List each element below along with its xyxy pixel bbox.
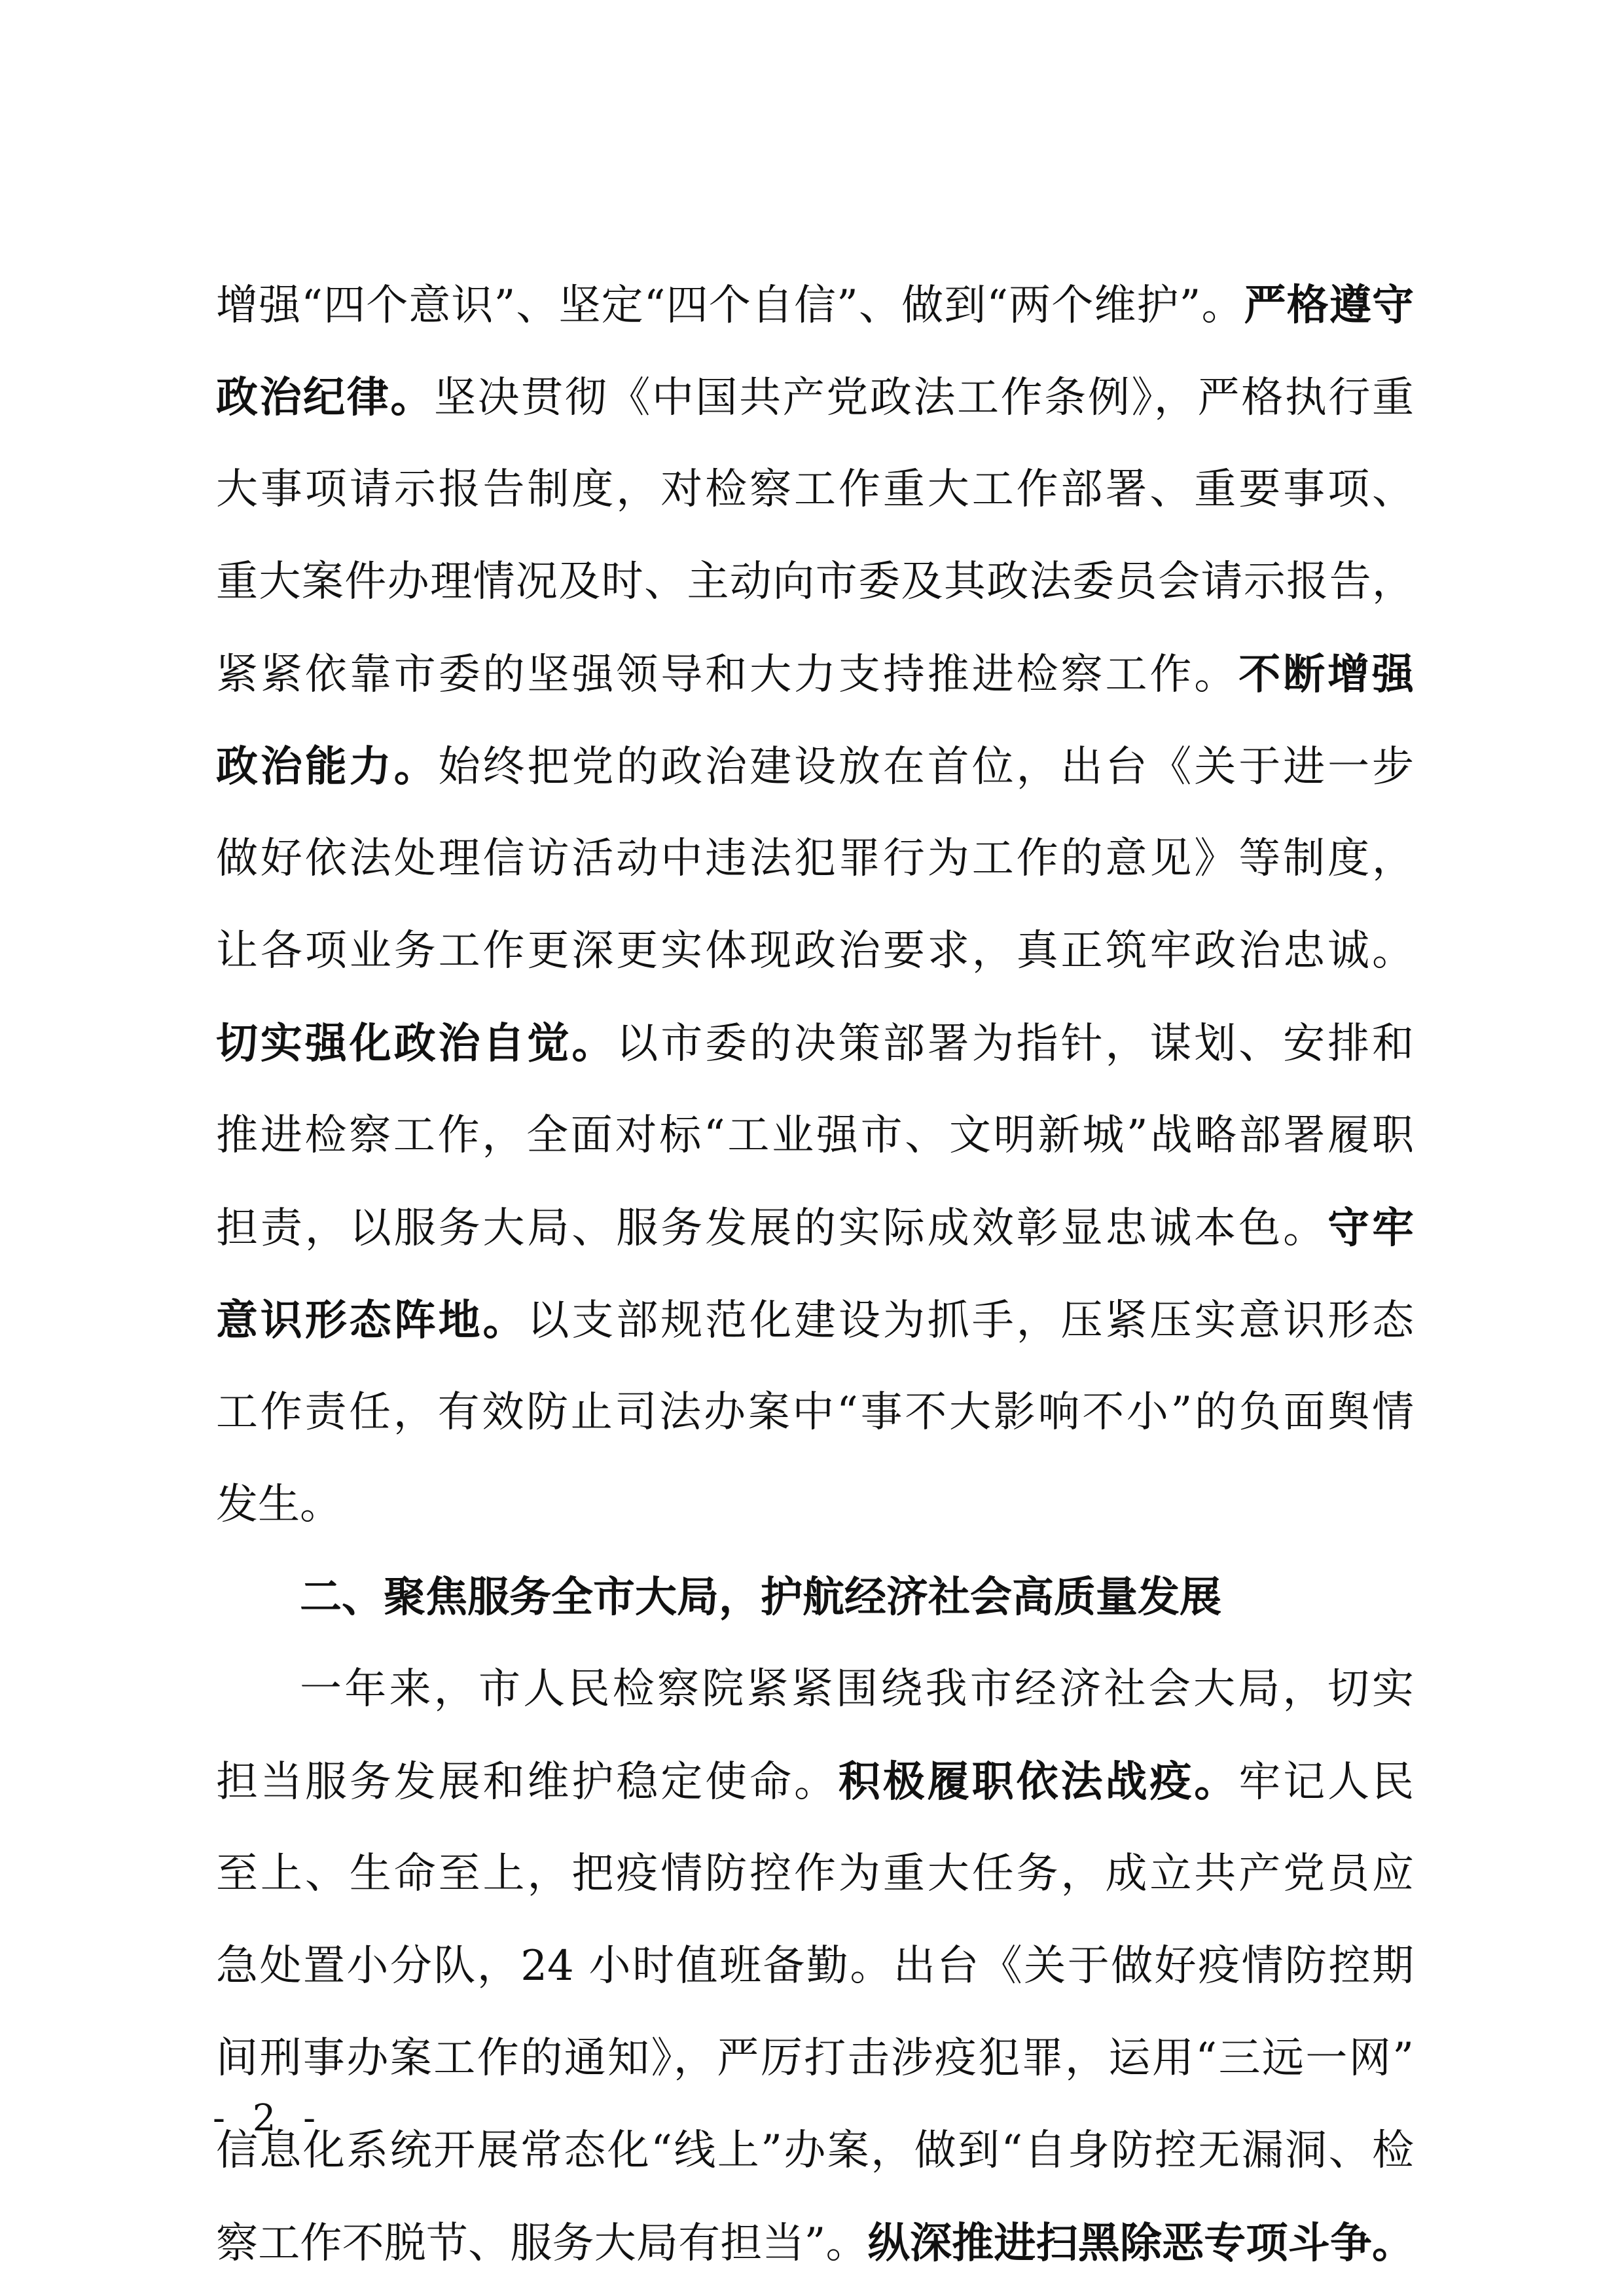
body-text (216, 259, 1414, 2289)
paragraph-line: 增强“四个意识”、坚定“四个自信”、做到“两个维护”。严格遵守 (216, 281, 1414, 330)
paragraph-line: 让各项业务工作更深更实体现政治要求，真正筑牢政治忠诚。 (216, 927, 1414, 975)
paragraph-line: 至上、生命至上，把疫情防控作为重大任务，成立共产党员应 (216, 1850, 1414, 1898)
bold-phrase: 政治能力。 (216, 742, 439, 791)
paragraph-line: 发生。 (216, 1480, 342, 1529)
paragraph-line: 紧紧依靠市委的坚强领导和大力支持推进检察工作。不断增强 (216, 650, 1414, 699)
section-heading: 二、聚焦服务全市大局，护航经济社会高质量发展 (300, 1573, 1221, 1622)
bold-phrase: 不断增强 (1238, 650, 1414, 699)
bold-phrase: 切实强化政治自觉。 (216, 1019, 617, 1068)
paragraph-line: 担责，以服务大局、服务发展的实际成效彰显忠诚本色。守牢 (216, 1204, 1414, 1253)
bold-phrase: 政治纪律。 (216, 373, 434, 422)
paragraph-line: 做好依法处理信访活动中违法犯罪行为工作的意见》等制度， (216, 834, 1414, 883)
paragraph-line: 大事项请示报告制度，对检察工作重大工作部署、重要事项、 (216, 465, 1414, 514)
paragraph-line: 政治能力。始终把党的政治建设放在首位，出台《关于进一步 (216, 742, 1414, 791)
paragraph-line: 信息化系统开展常态化“线上”办案，做到“自身防控无漏洞、检 (216, 2126, 1414, 2175)
paragraph-line: 切实强化政治自觉。以市委的决策部署为指针，谋划、安排和 (216, 1019, 1414, 1068)
paragraph-line: 察工作不脱节、服务大局有担当”。纵深推进扫黑除恶专项斗争。 (216, 2219, 1414, 2268)
paragraph-line: 担当服务发展和维护稳定使命。积极履职依法战疫。牢记人民 (216, 1757, 1414, 1806)
paragraph-line: 间刑事办案工作的通知》，严厉打击涉疫犯罪，运用“三远一网” (216, 2034, 1414, 2083)
paragraph-line: 政治纪律。坚决贯彻《中国共产党政法工作条例》，严格执行重 (216, 373, 1414, 422)
paragraph-line: 意识形态阵地。以支部规范化建设为抓手，压紧压实意识形态 (216, 1296, 1414, 1345)
bold-phrase: 积极履职依法战疫。 (838, 1757, 1239, 1806)
paragraph-line: 一年来，市人民检察院紧紧围绕我市经济社会大局，切实 (300, 1665, 1414, 1713)
bold-phrase: 守牢 (1327, 1204, 1414, 1253)
paragraph-line: 急处置小分队，24 小时值班备勤。出台《关于做好疫情防控期 (216, 1942, 1414, 1990)
bold-phrase: 严格遵守 (1244, 281, 1414, 330)
bold-phrase: 纵深推进扫黑除恶专项斗争。 (867, 2219, 1414, 2268)
bold-phrase: 意识形态阵地。 (216, 1296, 528, 1345)
paragraph-line: 重大案件办理情况及时、主动向市委及其政法委员会请示报告， (216, 558, 1414, 606)
page-number: - 2 - (213, 2097, 324, 2140)
paragraph-line: 工作责任，有效防止司法办案中“事不大影响不小”的负面舆情 (216, 1388, 1414, 1437)
paragraph-line: 推进检察工作，全面对标“工业强市、文明新城”战略部署履职 (216, 1111, 1414, 1160)
